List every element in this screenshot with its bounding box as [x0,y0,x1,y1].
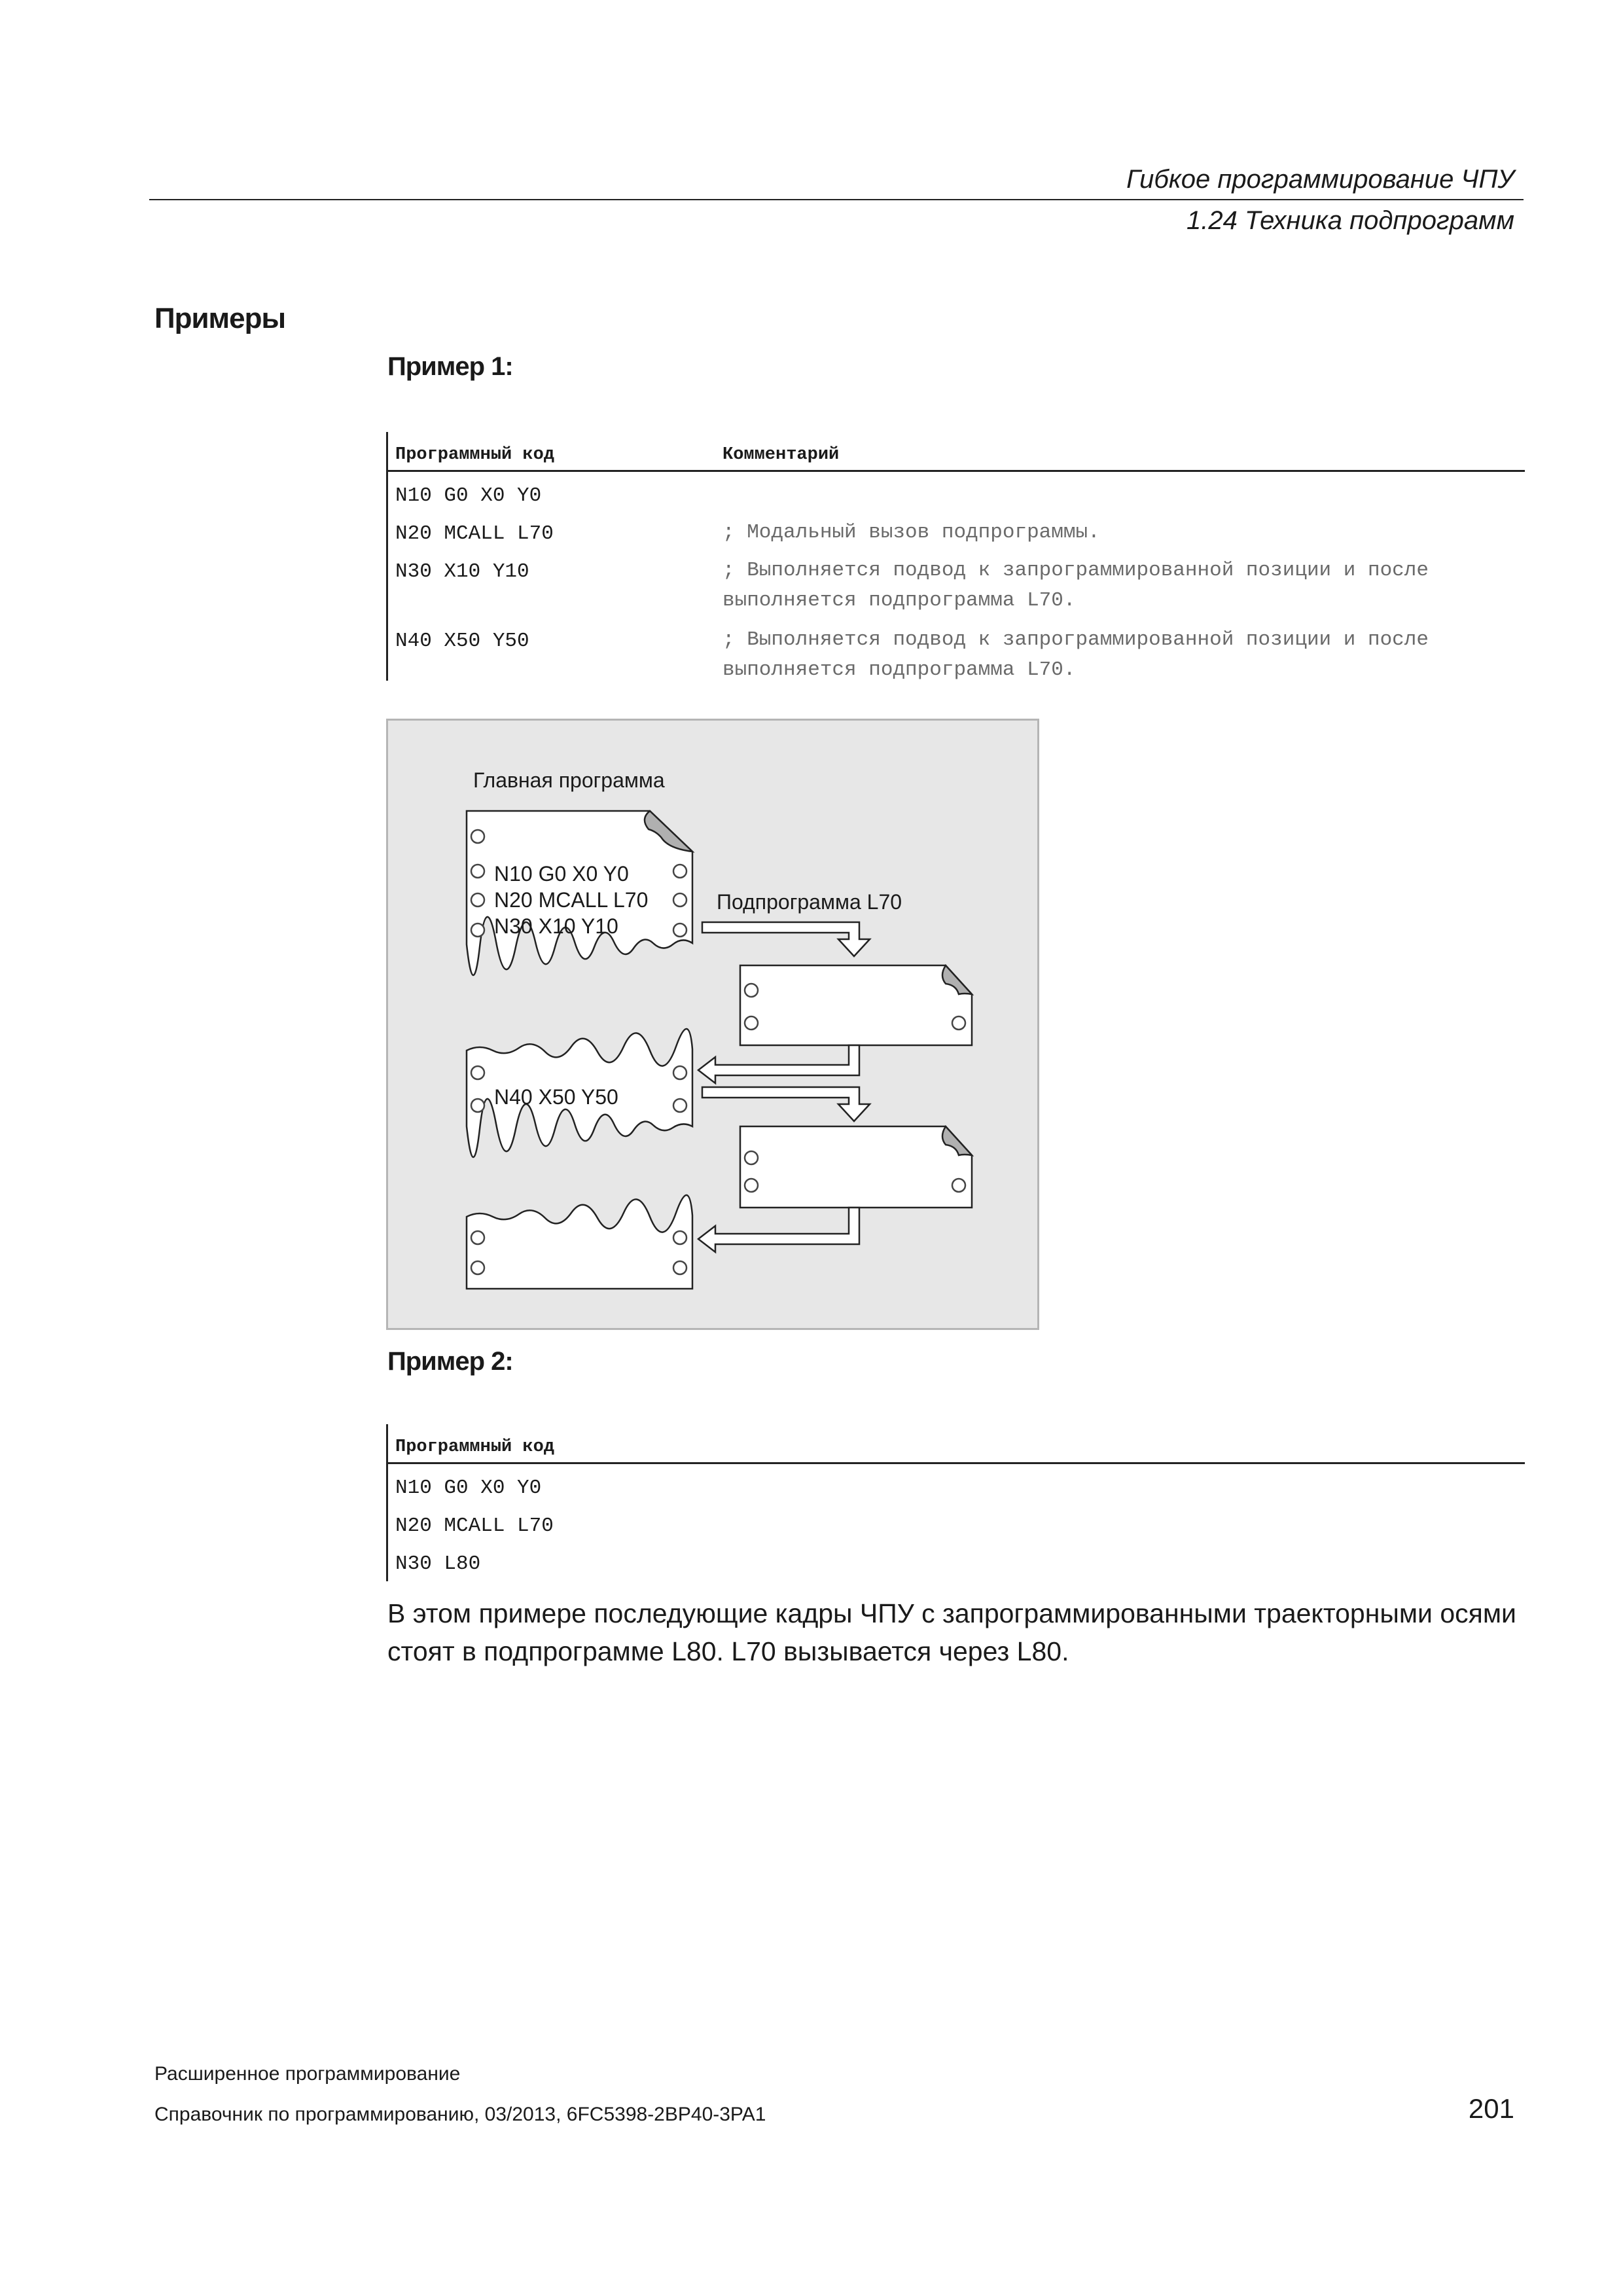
page-number: 201 [1468,2093,1514,2124]
return-arrow-1 [698,1045,859,1083]
subprogram-sheet-1 [740,965,972,1045]
body-paragraph: В этом примере последующие кадры ЧПУ с запрограммированными траекторными осями стоят в подпрограмме L80. L70 вызывается через L80. [387,1598,1516,1666]
header-rule [149,199,1524,200]
example2-table-bar [386,1424,388,1581]
return-arrow-2 [698,1208,859,1252]
main-program-sheet-2 [467,1029,692,1157]
example2-row-code: N10 G0 X0 Y0 [395,1477,542,1499]
main-program-sheet-1 [467,811,692,975]
section-heading: Примеры [154,302,286,334]
footer-manual-info: Справочник по программированию, 03/2013, 6FC5398-2BP40-3PA1 [154,2104,766,2125]
example1-row-code: N10 G0 X0 Y0 [395,484,542,507]
main-line: N40 X50 Y50 [494,1085,618,1109]
example2-header-rule [387,1462,1525,1464]
main-line: N20 MCALL L70 [494,888,649,912]
example1-col-comment: Комментарий [722,445,840,465]
main-line: N30 X10 Y10 [494,914,618,938]
footer-book-title: Расширенное программирование [154,2063,461,2085]
subprogram-call-diagram [386,719,1039,1330]
example2-col-code: Программный код [395,1437,555,1457]
call-arrow-1 [702,922,870,956]
main-program-sheet-3 [467,1195,692,1289]
example1-row-comment: ; Выполняется подвод к запрограммированной позиции и после выполняется подпрограмма L70. [722,628,1429,681]
example1-row-code: N40 X50 Y50 [395,630,529,653]
example1-title: Пример 1: [387,352,513,381]
header-section: 1.24 Техника подпрограмм [1186,206,1514,235]
call-arrow-2 [702,1087,870,1121]
example2-row-code: N30 L80 [395,1552,481,1575]
example1-col-code: Программный код [395,445,555,465]
example1-row-code: N30 X10 Y10 [395,560,529,583]
example1-row-comment: ; Выполняется подвод к запрограммированной позиции и после выполняется подпрограмма L70. [722,559,1429,612]
subprogram-sheet-2 [740,1126,972,1208]
example1-table-bar [386,432,388,681]
subprogram-label: Подпрограмма L70 [717,890,902,914]
example2-title: Пример 2: [387,1347,513,1376]
example1-header-rule [387,470,1525,472]
main-line: N10 G0 X0 Y0 [494,862,629,886]
header-chapter: Гибкое программирование ЧПУ [1126,165,1514,194]
example1-row-code: N20 MCALL L70 [395,522,554,545]
example2-row-code: N20 MCALL L70 [395,1515,554,1537]
example1-row-comment: ; Модальный вызов подпрограммы. [722,521,1100,544]
main-program-label: Главная программа [473,768,665,792]
